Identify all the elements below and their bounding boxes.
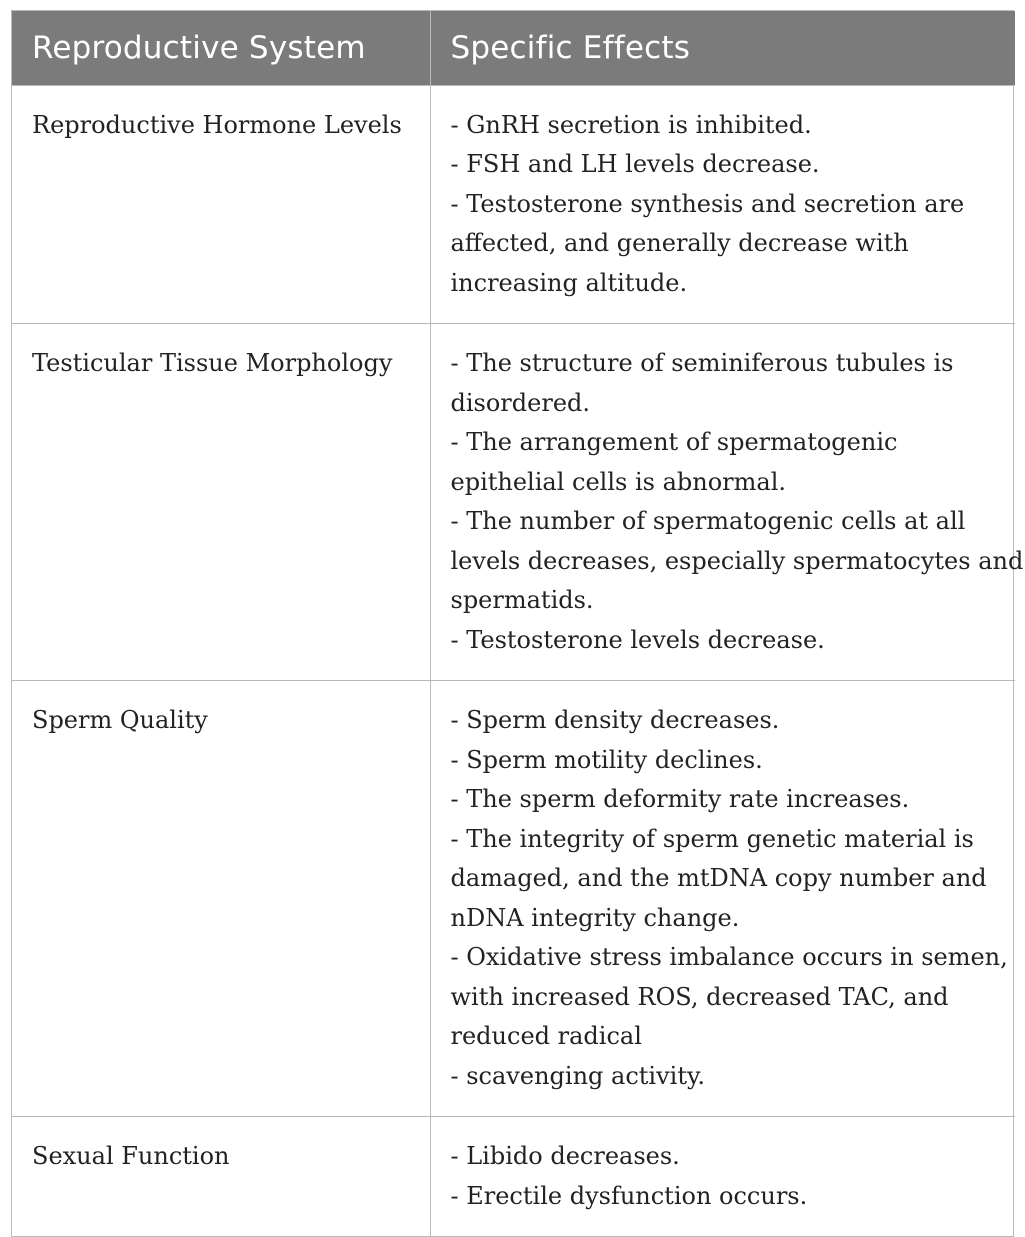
effect-line: with increased ROS, decreased TAC, and — [450, 982, 949, 1011]
effect-line: - Erectile dysfunction occurs. — [450, 1181, 808, 1210]
effect-line: - The number of spermatogenic cells at all — [450, 507, 966, 535]
effect-line: epithelial cells is abnormal. — [450, 467, 786, 496]
table — [12, 11, 1024, 1236]
effects-cell — [430, 681, 1015, 1117]
effect-line: - The structure of seminiferous tubules is — [450, 349, 954, 377]
header-specific-effects: Specific Effects — [450, 29, 691, 66]
effect-line: - Testosterone synthesis and secretion are — [450, 189, 965, 218]
effect-line: - Sperm density decreases. — [450, 706, 780, 734]
table-row — [12, 324, 1015, 681]
effect-line: damaged, and the mtDNA copy number and — [450, 864, 987, 892]
system-cell: Testicular Tissue Morphology — [12, 324, 430, 681]
effects-cell — [430, 1117, 1015, 1237]
effects-cell — [430, 85, 1015, 324]
header-reproductive-system: Reproductive System — [12, 11, 430, 85]
effects-table — [11, 10, 1024, 1237]
effect-line: - Oxidative stress imbalance occurs in semen, — [450, 943, 1008, 971]
effect-line: reduced radical — [450, 1022, 642, 1050]
effect-line: - The sperm deformity rate increases. — [450, 785, 910, 813]
system-cell: Sexual Function — [12, 1117, 430, 1237]
effect-line: - Sperm motility declines. — [450, 745, 763, 774]
effect-line: increasing altitude. — [450, 268, 688, 297]
table-row — [12, 85, 1015, 324]
table-row — [12, 1117, 1015, 1237]
effect-line: affected, and generally decrease with — [450, 229, 909, 257]
effect-line: - Testosterone levels decrease. — [450, 625, 825, 654]
effect-line: - Libido decreases. — [450, 1142, 680, 1170]
effect-line: - The arrangement of spermatogenic — [450, 428, 898, 456]
effects-cell — [430, 324, 1024, 681]
effect-line: levels decreases, especially spermatocytes and — [450, 546, 1024, 575]
system-cell: Reproductive Hormone Levels — [12, 85, 430, 324]
effect-line: disordered. — [450, 388, 591, 417]
effect-line: spermatids. — [450, 586, 594, 614]
table-row — [12, 681, 1015, 1117]
effect-line: - FSH and LH levels decrease. — [450, 150, 820, 178]
effect-line: - GnRH secretion is inhibited. — [450, 110, 812, 139]
system-cell: Sperm Quality — [12, 681, 430, 1117]
effect-line: - The integrity of sperm genetic material is — [450, 824, 974, 853]
table-header-row — [12, 11, 1015, 85]
effect-line: nDNA integrity change. — [450, 903, 740, 932]
effect-line: - scavenging activity. — [450, 1061, 705, 1090]
